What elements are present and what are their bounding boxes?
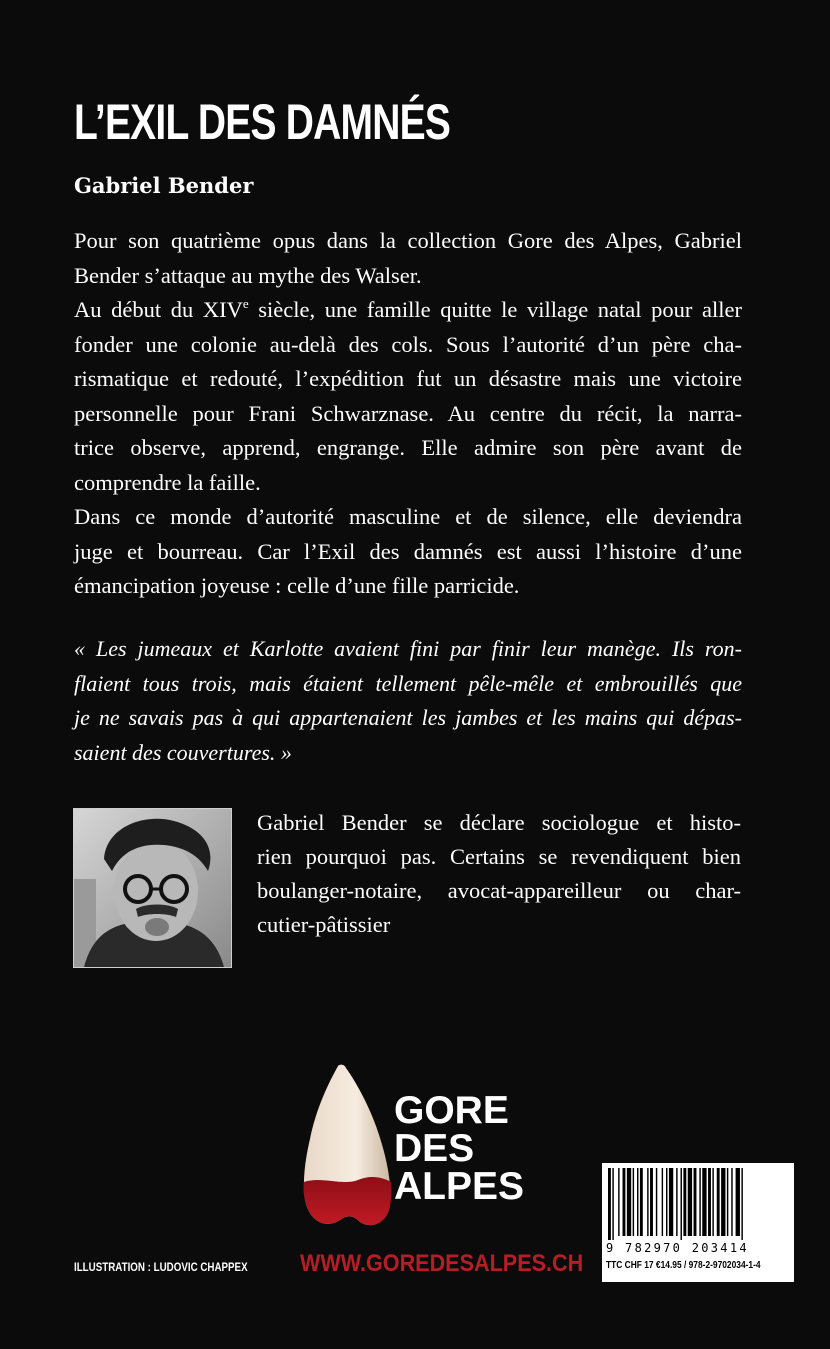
barcode-bar	[717, 1168, 720, 1236]
author-portrait-image	[74, 809, 231, 967]
blurb-line	[74, 293, 742, 328]
blurb-line: rismatique et redouté, l’expédition fut un désastre mais une victoire	[74, 366, 742, 391]
barcode-bar	[669, 1168, 673, 1236]
tooth-logo-icon	[298, 1064, 394, 1230]
barcode-bar	[694, 1168, 697, 1236]
blurb-line: émancipation joyeuse : celle d’une fille parricide.	[74, 573, 520, 598]
quote-line: saient des couvertures. »	[74, 739, 292, 765]
bio-line: cutier-pâtissier	[257, 912, 391, 937]
blurb-line: juge et bourreau. Car l’Exil des damnés est aussi l’histoire d’une	[74, 538, 742, 564]
book-title: L’EXIL DES DAMNÉS	[74, 94, 451, 150]
barcode-bar	[633, 1168, 634, 1236]
barcode-bar	[736, 1168, 740, 1236]
quote-line: « Les jumeaux et Karlotte avaient fini par finir leur manège. Ils ron-	[74, 636, 742, 661]
logo-line: DES	[394, 1127, 475, 1170]
blurb-text: Au début du XIV	[74, 297, 243, 322]
barcode-bar	[608, 1168, 611, 1240]
barcode-bars	[608, 1168, 788, 1240]
barcode-digits: 9 782970 203414	[606, 1241, 749, 1255]
barcode-bar	[683, 1168, 686, 1236]
blurb-line: Dans ce monde d’autorité masculine et de silence, elle deviendra	[74, 504, 742, 529]
blurb-line: comprendre la faille.	[74, 469, 261, 495]
barcode-price: TTC CHF 17 €14.95 / 978-2-9702034-1-4	[606, 1260, 761, 1271]
blurb-line: personnelle pour Frani Schwarznase. Au centre du récit, la narra-	[74, 400, 742, 426]
barcode-bar	[623, 1168, 626, 1236]
barcode-bar	[712, 1168, 713, 1236]
author-bio	[257, 806, 741, 942]
barcode-bar	[650, 1168, 653, 1236]
barcode-bar	[727, 1168, 728, 1236]
barcode-bar	[637, 1168, 638, 1236]
illustration-credit: ILLUSTRATION : LUDOVIC CHAPPEX	[74, 1262, 248, 1274]
barcode-bar	[612, 1168, 613, 1240]
barcode-bar	[681, 1168, 682, 1240]
publisher-website-link[interactable]: WWW.GOREDESALPES.CH	[300, 1250, 584, 1277]
bio-line: rien pourquoi pas. Certains se revendiquent bien	[257, 844, 741, 869]
blurb-line: Pour son quatrième opus dans la collection Gore des Alpes, Gabriel	[74, 228, 742, 253]
barcode-bar	[721, 1168, 725, 1236]
blurb-line: trice observe, apprend, engrange. Elle admire son père avant de	[74, 435, 742, 460]
barcode-bar	[656, 1168, 657, 1236]
barcode-bar	[662, 1168, 663, 1236]
blurb-line: fonder une colonie au-delà des cols. Sous l’autorité d’un père cha-	[74, 331, 742, 357]
barcode-bar	[688, 1168, 692, 1236]
blurb	[74, 224, 742, 604]
barcode-bar	[640, 1168, 643, 1236]
barcode-bar	[702, 1168, 706, 1236]
bio-line: Gabriel Bender se déclare sociologue et histo-	[257, 810, 741, 835]
blurb-text: siècle, une famille quitte le village natal pour aller	[248, 297, 742, 322]
logo-line: GORE	[394, 1089, 509, 1132]
barcode-bar	[699, 1168, 700, 1236]
barcode-bar	[647, 1168, 648, 1236]
barcode-bar	[708, 1168, 711, 1236]
bio-line: boulanger-notaire, avocat-appareilleur ou char-	[257, 878, 741, 903]
quote-line: je ne savais pas à qui appartenaient les jambes et les mains qui dépas-	[74, 705, 742, 730]
isbn-barcode	[602, 1163, 794, 1282]
excerpt-quote	[74, 632, 742, 770]
author-photo	[73, 808, 232, 968]
barcode-bar	[666, 1168, 667, 1236]
barcode-bar	[618, 1168, 619, 1236]
barcode-bar	[741, 1168, 742, 1240]
barcode-bar	[731, 1168, 732, 1236]
logo-line: ALPES	[394, 1165, 525, 1208]
superscript: e	[242, 296, 249, 311]
author-name: Gabriel Bender	[74, 173, 254, 198]
blurb-line: Bender s’attaque au mythe des Walser.	[74, 262, 422, 288]
barcode-bar	[676, 1168, 677, 1236]
publisher-logo-text	[394, 1089, 525, 1208]
barcode-bar	[627, 1168, 631, 1236]
quote-line: flaient tous trois, mais étaient tellement pêle-mêle et embrouillés que	[74, 670, 742, 696]
